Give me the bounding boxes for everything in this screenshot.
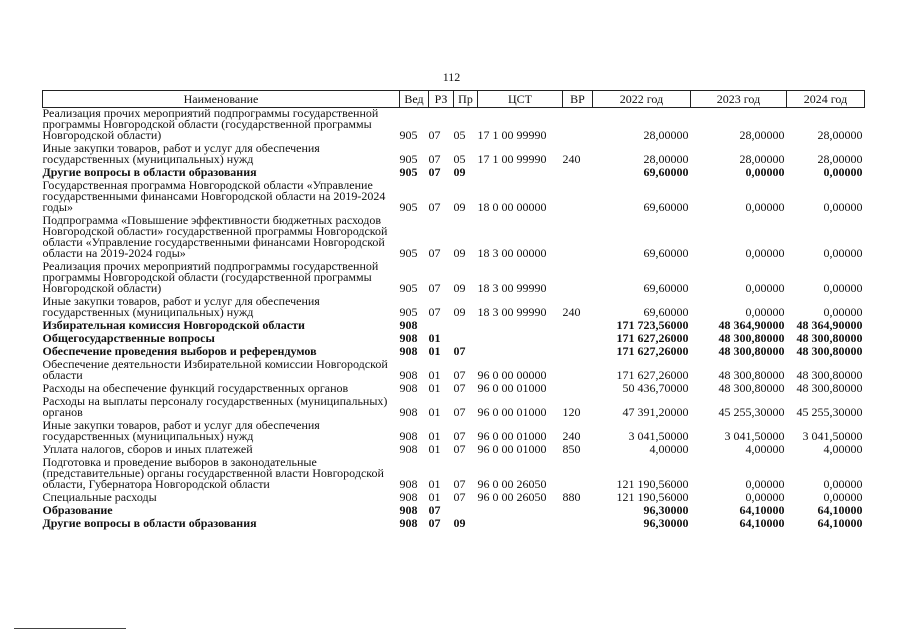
table-row — [43, 420, 865, 444]
table-row — [43, 143, 865, 167]
budget-table — [42, 90, 865, 531]
row-2022: 121 190,56000 — [616, 477, 689, 491]
row-ved: 908 — [399, 344, 418, 358]
row-rz: 07 — [428, 246, 441, 260]
row-cst: 96 0 00 26050 — [477, 490, 547, 504]
row-2024: 48 300,80000 — [796, 331, 863, 345]
row-2023: 64,10000 — [739, 503, 785, 517]
row-name: Специальные расходы — [42, 490, 157, 504]
page-number: 112 — [442, 70, 461, 84]
row-2024: 28,00000 — [817, 128, 863, 142]
row-ved: 905 — [399, 200, 418, 214]
row-2022: 96,30000 — [643, 516, 689, 530]
row-name: Расходы на обеспечение функций государственных органов — [42, 381, 349, 395]
row-2023: 4,00000 — [745, 442, 785, 456]
row-vr — [563, 333, 593, 346]
row-cst: 96 0 00 01000 — [477, 381, 547, 395]
row-2023: 3 041,50000 — [724, 429, 785, 443]
row-2024: 0,00000 — [823, 165, 863, 179]
header-2023: 2023 год — [691, 91, 787, 108]
row-2024: 64,10000 — [817, 503, 863, 517]
row-ved: 905 — [399, 305, 418, 319]
row-rz: 01 — [428, 368, 441, 382]
row-2024: 48 300,80000 — [796, 381, 863, 395]
row-2022: 4,00000 — [649, 442, 689, 456]
row-2022: 69,60000 — [643, 305, 689, 319]
row-name: Другие вопросы в области образования — [42, 516, 257, 530]
row-pr: 09 — [453, 165, 466, 179]
row-name: Избирательная комиссия Новгородской области — [42, 318, 305, 332]
row-vr: 240 — [562, 305, 581, 319]
row-pr: 07 — [453, 368, 466, 382]
row-cst: 18 3 00 00000 — [477, 246, 547, 260]
header-rz: РЗ — [429, 91, 454, 108]
row-name: Обеспечение деятельности Избирательной комиссии Новгородской области — [42, 357, 388, 382]
row-cst — [478, 505, 563, 518]
row-rz: 07 — [428, 165, 441, 179]
row-ved: 908 — [399, 381, 418, 395]
row-rz: 01 — [428, 331, 441, 345]
table-row — [43, 215, 865, 261]
row-vr: 240 — [562, 429, 581, 443]
row-rz: 01 — [428, 442, 441, 456]
row-ved: 908 — [399, 368, 418, 382]
row-vr: 120 — [562, 405, 581, 419]
row-cst — [478, 167, 563, 180]
row-name: Расходы на выплаты персоналу государственных (муниципальных) органов — [42, 394, 388, 419]
row-ved: 908 — [399, 503, 418, 517]
row-2023: 45 255,30000 — [718, 405, 785, 419]
row-rz: 07 — [428, 200, 441, 214]
row-ved: 908 — [399, 442, 418, 456]
table-row — [43, 108, 865, 144]
row-2024: 0,00000 — [823, 477, 863, 491]
row-ved: 908 — [399, 477, 418, 491]
table-row — [43, 261, 865, 296]
row-2022: 121 190,56000 — [616, 490, 689, 504]
row-2023: 0,00000 — [745, 305, 785, 319]
row-vr: 880 — [562, 490, 581, 504]
row-2024: 0,00000 — [823, 305, 863, 319]
row-2023: 28,00000 — [739, 152, 785, 166]
row-rz: 01 — [428, 381, 441, 395]
row-ved: 908 — [399, 516, 418, 530]
row-cst — [478, 320, 563, 333]
row-rz: 07 — [428, 281, 441, 295]
row-2023: 48 364,90000 — [718, 318, 785, 332]
row-2022: 69,60000 — [643, 200, 689, 214]
row-2022: 171 627,26000 — [616, 344, 689, 358]
row-rz: 01 — [428, 477, 441, 491]
row-2023: 64,10000 — [739, 516, 785, 530]
row-rz: 07 — [428, 516, 441, 530]
row-2022: 171 627,26000 — [616, 331, 689, 345]
row-vr — [563, 167, 593, 180]
row-vr — [563, 320, 593, 333]
row-name: Уплата налогов, сборов и иных платежей — [42, 442, 253, 456]
row-rz: 01 — [428, 405, 441, 419]
row-vr — [563, 457, 593, 492]
row-vr — [563, 346, 593, 359]
row-rz: 01 — [428, 344, 441, 358]
row-ved: 908 — [399, 331, 418, 345]
row-vr — [563, 180, 593, 215]
row-2022: 69,60000 — [643, 165, 689, 179]
row-pr: 07 — [453, 405, 466, 419]
header-ved: Вед — [400, 91, 429, 108]
row-pr: 09 — [453, 516, 466, 530]
table-row — [43, 518, 865, 531]
row-rz: 07 — [428, 152, 441, 166]
row-ved: 905 — [399, 128, 418, 142]
row-ved: 908 — [399, 405, 418, 419]
header-name: Наименование — [43, 91, 400, 108]
header-cst: ЦСТ — [478, 91, 563, 108]
row-2023: 28,00000 — [739, 128, 785, 142]
row-name: Обеспечение проведения выборов и референдумов — [42, 344, 317, 358]
row-2022: 69,60000 — [643, 281, 689, 295]
header-2022: 2022 год — [593, 91, 691, 108]
row-pr: 07 — [453, 344, 466, 358]
row-name: Другие вопросы в области образования — [42, 165, 257, 179]
row-2023: 48 300,80000 — [718, 344, 785, 358]
header-vr: ВР — [563, 91, 593, 108]
row-2023: 0,00000 — [745, 246, 785, 260]
row-2023: 48 300,80000 — [718, 368, 785, 382]
table-row — [43, 180, 865, 215]
table-header-row — [43, 91, 865, 108]
table-row — [43, 457, 865, 492]
row-cst: 18 3 00 99990 — [477, 281, 547, 295]
row-ved: 905 — [399, 246, 418, 260]
row-name: Реализация прочих мероприятий подпрограммы государственной программы Новгородской области (государственной программы Новгородской области) — [42, 106, 379, 142]
row-cst: 17 1 00 99990 — [477, 152, 547, 166]
row-vr — [563, 505, 593, 518]
row-ved: 908 — [399, 490, 418, 504]
row-rz: 07 — [428, 128, 441, 142]
row-name: Реализация прочих мероприятий подпрограммы государственной программы Новгородской области (государственной программы Новгородской области) — [42, 259, 379, 295]
row-name: Иные закупки товаров, работ и услуг для обеспечения государственных (муниципальных) нужд — [42, 141, 320, 166]
row-2024: 4,00000 — [823, 442, 863, 456]
row-2023: 48 300,80000 — [718, 381, 785, 395]
row-rz: 07 — [428, 305, 441, 319]
header-pr: Пр — [454, 91, 478, 108]
row-pr: 09 — [453, 281, 466, 295]
row-name: Иные закупки товаров, работ и услуг для обеспечения государственных (муниципальных) нужд — [42, 294, 320, 319]
row-2024: 48 300,80000 — [796, 368, 863, 382]
row-ved: 908 — [399, 429, 418, 443]
row-2022: 28,00000 — [643, 128, 689, 142]
row-2022: 47 391,20000 — [622, 405, 689, 419]
row-ved: 905 — [399, 165, 418, 179]
row-name: Подготовка и проведение выборов в законодательные (представительные) органы государственной власти Новгородской области, Губернатора Новгородской области — [42, 455, 384, 491]
row-vr: 240 — [562, 152, 581, 166]
row-2024: 45 255,30000 — [796, 405, 863, 419]
row-ved: 905 — [399, 152, 418, 166]
row-2022: 171 723,56000 — [616, 318, 689, 332]
row-pr: 09 — [453, 200, 466, 214]
row-ved: 908 — [399, 318, 418, 332]
row-cst — [478, 333, 563, 346]
row-pr: 07 — [453, 442, 466, 456]
footer-divider — [14, 628, 126, 629]
row-pr: 09 — [453, 246, 466, 260]
row-pr: 07 — [453, 429, 466, 443]
row-2022: 28,00000 — [643, 152, 689, 166]
row-2023: 0,00000 — [745, 477, 785, 491]
row-2024: 3 041,50000 — [802, 429, 863, 443]
row-cst: 96 0 00 01000 — [477, 429, 547, 443]
row-vr — [563, 359, 593, 383]
row-pr: 09 — [453, 305, 466, 319]
row-pr — [454, 320, 478, 333]
row-pr: 07 — [453, 490, 466, 504]
row-vr — [563, 383, 593, 396]
row-pr: 05 — [453, 128, 466, 142]
row-name: Подпрограмма «Повышение эффективности бюджетных расходов Новгородской области» государственной программы Новгородской области «Управление государственными финансами Новгородской области на 2019-2024 годы» — [42, 213, 388, 260]
row-cst: 96 0 00 01000 — [477, 442, 547, 456]
row-rz: 07 — [428, 503, 441, 517]
table-row — [43, 396, 865, 420]
row-cst: 96 0 00 00000 — [477, 368, 547, 382]
row-2022: 69,60000 — [643, 246, 689, 260]
row-2023: 0,00000 — [745, 200, 785, 214]
row-rz: 01 — [428, 490, 441, 504]
row-2024: 0,00000 — [823, 246, 863, 260]
row-pr: 07 — [453, 477, 466, 491]
row-ved: 905 — [399, 281, 418, 295]
row-name: Образование — [42, 503, 113, 517]
row-2024: 28,00000 — [817, 152, 863, 166]
row-2023: 0,00000 — [745, 165, 785, 179]
row-2024: 48 364,90000 — [796, 318, 863, 332]
row-name: Иные закупки товаров, работ и услуг для обеспечения государственных (муниципальных) нужд — [42, 418, 320, 443]
row-2024: 64,10000 — [817, 516, 863, 530]
row-2022: 3 041,50000 — [628, 429, 689, 443]
header-2024: 2024 год — [787, 91, 865, 108]
table-row — [43, 296, 865, 320]
row-vr — [563, 215, 593, 261]
row-2022: 96,30000 — [643, 503, 689, 517]
row-name: Общегосударственные вопросы — [42, 331, 215, 345]
row-cst: 18 3 00 99990 — [477, 305, 547, 319]
row-2023: 48 300,80000 — [718, 331, 785, 345]
table-body — [43, 108, 865, 532]
row-name: Государственная программа Новгородской области «Управление государственными финансами Новгородской области на 2019-2024 годы» — [42, 178, 386, 214]
row-2023: 0,00000 — [745, 490, 785, 504]
row-2023: 0,00000 — [745, 281, 785, 295]
table-row — [43, 359, 865, 383]
row-cst: 96 0 00 26050 — [477, 477, 547, 491]
row-2024: 0,00000 — [823, 200, 863, 214]
row-cst: 17 1 00 99990 — [477, 128, 547, 142]
row-pr: 05 — [453, 152, 466, 166]
row-2024: 0,00000 — [823, 281, 863, 295]
row-rz: 01 — [428, 429, 441, 443]
row-vr: 850 — [562, 442, 581, 456]
row-vr — [563, 108, 593, 144]
row-cst: 96 0 00 01000 — [477, 405, 547, 419]
row-cst — [478, 518, 563, 531]
row-vr — [563, 261, 593, 296]
row-2024: 48 300,80000 — [796, 344, 863, 358]
row-vr — [563, 518, 593, 531]
row-cst: 18 0 00 00000 — [477, 200, 547, 214]
row-2024: 0,00000 — [823, 490, 863, 504]
row-2022: 50 436,70000 — [622, 381, 689, 395]
row-pr: 07 — [453, 381, 466, 395]
row-cst — [478, 346, 563, 359]
row-2022: 171 627,26000 — [616, 368, 689, 382]
